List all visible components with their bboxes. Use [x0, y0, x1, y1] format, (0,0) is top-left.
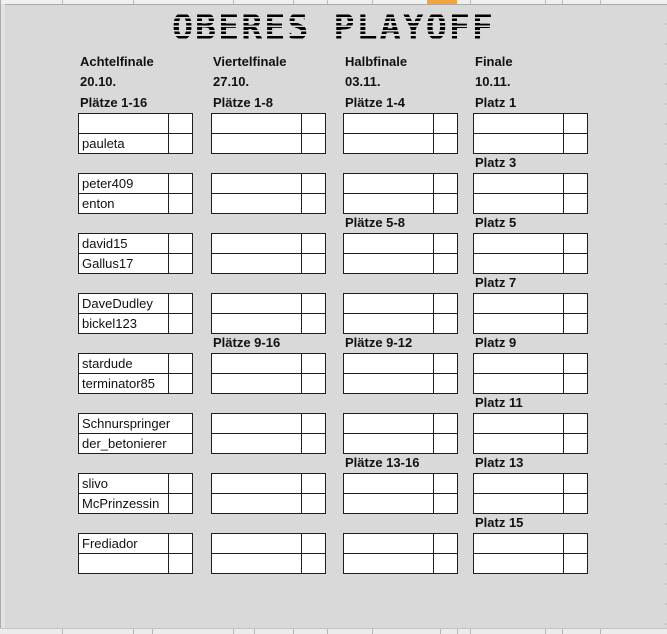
score-cell[interactable]	[563, 254, 587, 273]
score-cell[interactable]	[563, 414, 587, 434]
score-cell[interactable]	[168, 494, 192, 513]
score-cell[interactable]	[433, 254, 457, 273]
player-name-cell[interactable]: pauleta	[82, 136, 125, 151]
match-box	[343, 533, 458, 574]
match-box	[473, 533, 588, 574]
score-cell[interactable]	[563, 194, 587, 213]
score-cell[interactable]	[301, 354, 325, 374]
match-box	[78, 293, 193, 334]
round-date: 03.11.	[345, 74, 381, 89]
player-name-cell[interactable]: bickel123	[82, 316, 137, 331]
match-box	[343, 413, 458, 454]
match-box	[78, 113, 193, 154]
match-box	[211, 353, 326, 394]
column-gridline-stub	[62, 0, 63, 4]
column-gridline-stub	[600, 0, 601, 4]
match-box	[211, 413, 326, 454]
match-box	[78, 353, 193, 394]
score-cell[interactable]	[168, 354, 192, 374]
match-box	[343, 233, 458, 274]
match-box	[473, 113, 588, 154]
column-gridline-stub	[293, 629, 294, 634]
round-date: 10.11.	[475, 74, 511, 89]
column-gridline-stub	[562, 629, 563, 634]
column-gridline-stub	[440, 629, 441, 634]
score-cell[interactable]	[301, 294, 325, 314]
column-gridline-stub	[457, 629, 458, 634]
score-cell[interactable]	[301, 254, 325, 273]
player-name-cell[interactable]: DaveDudley	[79, 294, 192, 314]
score-cell[interactable]	[433, 474, 457, 494]
placement-label: Platz 15	[475, 515, 524, 530]
placement-label: Plätze 1-8	[213, 95, 273, 110]
placement-label: Plätze 13-16	[345, 455, 420, 470]
match-box	[211, 233, 326, 274]
score-cell[interactable]	[433, 234, 457, 254]
player-name-cell[interactable]: stardude	[79, 354, 192, 374]
match-box	[211, 173, 326, 214]
score-cell[interactable]	[168, 374, 192, 393]
score-cell[interactable]	[433, 114, 457, 134]
score-cell[interactable]	[301, 234, 325, 254]
column-gridline-stub	[133, 0, 134, 4]
score-cell[interactable]	[168, 294, 192, 314]
score-cell[interactable]	[563, 554, 587, 573]
player-name-cell[interactable]: der_betonierer	[82, 436, 167, 451]
match-box	[211, 473, 326, 514]
page-title: OBERES PLAYOFF	[0, 10, 667, 46]
column-gridline-stub	[372, 0, 373, 4]
placement-label: Plätze 1-16	[80, 95, 148, 110]
match-box	[343, 353, 458, 394]
score-cell[interactable]	[433, 314, 457, 333]
column-gridline-stub	[470, 0, 471, 4]
placement-label: Platz 5	[475, 215, 517, 230]
score-cell[interactable]	[168, 534, 192, 554]
round-name: Achtelfinale	[80, 54, 154, 69]
score-cell[interactable]	[563, 314, 587, 333]
column-gridline-stub	[133, 629, 134, 634]
match-box	[473, 293, 588, 334]
score-cell[interactable]	[563, 374, 587, 393]
match-box	[473, 413, 588, 454]
score-cell[interactable]	[301, 554, 325, 573]
match-box	[343, 173, 458, 214]
column-gridline-stub	[545, 629, 546, 634]
score-cell[interactable]	[301, 474, 325, 494]
score-cell[interactable]	[563, 474, 587, 494]
round-name: Halbfinale	[345, 54, 408, 69]
left-edge-column-stub	[1, 4, 5, 628]
match-box	[473, 353, 588, 394]
score-cell[interactable]	[301, 194, 325, 213]
score-cell[interactable]	[168, 554, 192, 573]
score-cell[interactable]	[433, 134, 457, 153]
match-box	[78, 413, 193, 454]
round-date: 27.10.	[213, 74, 250, 89]
score-cell[interactable]	[168, 114, 192, 134]
placement-label: Platz 13	[475, 455, 524, 470]
score-cell[interactable]	[433, 554, 457, 573]
player-name-cell[interactable]: peter409	[79, 174, 192, 194]
match-box	[343, 293, 458, 334]
score-cell[interactable]	[563, 134, 587, 153]
match-box	[343, 473, 458, 514]
player-name-cell[interactable]: david15	[79, 234, 192, 254]
score-cell[interactable]	[301, 314, 325, 333]
placement-label: Platz 11	[475, 395, 523, 410]
column-gridline-stub	[233, 0, 234, 4]
score-cell[interactable]	[301, 374, 325, 393]
score-cell[interactable]	[563, 494, 587, 513]
score-cell[interactable]	[563, 434, 587, 453]
score-cell[interactable]	[563, 354, 587, 374]
player-name-cell[interactable]: terminator85	[82, 376, 155, 391]
score-cell[interactable]	[301, 414, 325, 434]
score-cell[interactable]	[433, 194, 457, 213]
score-cell[interactable]	[301, 174, 325, 194]
score-cell[interactable]	[301, 114, 325, 134]
score-cell[interactable]	[301, 434, 325, 453]
score-cell[interactable]	[433, 434, 457, 453]
player-name-cell[interactable]: enton	[82, 196, 115, 211]
score-cell[interactable]	[563, 234, 587, 254]
placement-label: Plätze 1-4	[345, 95, 405, 110]
player-name-cell[interactable]: Frediador	[79, 534, 192, 554]
score-cell[interactable]	[301, 534, 325, 554]
score-cell[interactable]	[168, 234, 192, 254]
placement-label: Plätze 5-8	[345, 215, 405, 230]
player-name-cell[interactable]: Schnurspringer	[79, 414, 192, 434]
score-cell[interactable]	[563, 114, 587, 134]
round-date: 20.10.	[80, 74, 117, 89]
score-cell[interactable]	[168, 174, 192, 194]
player-name-cell[interactable]: Gallus17	[82, 256, 134, 271]
match-box	[473, 473, 588, 514]
column-gridline-stub	[562, 0, 563, 4]
column-gridline-stub	[600, 629, 601, 634]
player-name-cell[interactable]: McPrinzessin	[82, 496, 160, 511]
match-box	[211, 113, 326, 154]
score-cell[interactable]	[433, 494, 457, 513]
score-cell[interactable]	[433, 374, 457, 393]
round-name: Finale	[475, 54, 513, 69]
column-gridline-stub	[62, 629, 63, 634]
score-cell[interactable]	[563, 534, 587, 554]
score-cell[interactable]	[433, 174, 457, 194]
score-cell[interactable]	[433, 354, 457, 374]
match-box	[211, 533, 326, 574]
score-cell[interactable]	[301, 494, 325, 513]
top-gridline-strip	[0, 0, 667, 5]
match-box	[78, 533, 193, 574]
column-gridline-stub	[327, 0, 328, 4]
column-gridline-stub	[233, 629, 234, 634]
match-box	[78, 473, 193, 514]
score-cell[interactable]	[168, 134, 192, 153]
score-cell[interactable]	[301, 134, 325, 153]
score-cell[interactable]	[168, 254, 192, 273]
placement-label: Platz 1	[475, 95, 517, 110]
score-cell[interactable]	[168, 474, 192, 494]
bottom-gridline-strip	[0, 628, 667, 634]
score-cell[interactable]	[563, 294, 587, 314]
player-name-cell[interactable]: slivo	[79, 474, 192, 494]
column-gridline-stub	[293, 0, 294, 4]
score-cell[interactable]	[168, 314, 192, 333]
match-box	[211, 293, 326, 334]
match-box	[343, 113, 458, 154]
placement-label: Plätze 9-12	[345, 335, 413, 350]
column-gridline-stub	[152, 629, 153, 634]
match-box	[78, 233, 193, 274]
score-cell[interactable]	[168, 194, 192, 213]
match-box	[473, 173, 588, 214]
placement-label: Platz 7	[475, 275, 517, 290]
score-cell[interactable]	[433, 414, 457, 434]
score-cell[interactable]	[433, 534, 457, 554]
score-cell[interactable]	[563, 174, 587, 194]
column-gridline-stub	[470, 629, 471, 634]
placement-label: Platz 9	[475, 335, 517, 350]
column-gridline-stub	[327, 629, 328, 634]
column-gridline-stub	[545, 0, 546, 4]
match-box	[78, 173, 193, 214]
column-gridline-stub	[254, 629, 255, 634]
round-name: Viertelfinale	[213, 54, 287, 69]
selected-column-highlight	[427, 0, 457, 4]
placement-label: Plätze 9-16	[213, 335, 281, 350]
column-gridline-stub	[372, 629, 373, 634]
match-box	[473, 233, 588, 274]
score-cell[interactable]	[433, 294, 457, 314]
placement-label: Platz 3	[475, 155, 517, 170]
